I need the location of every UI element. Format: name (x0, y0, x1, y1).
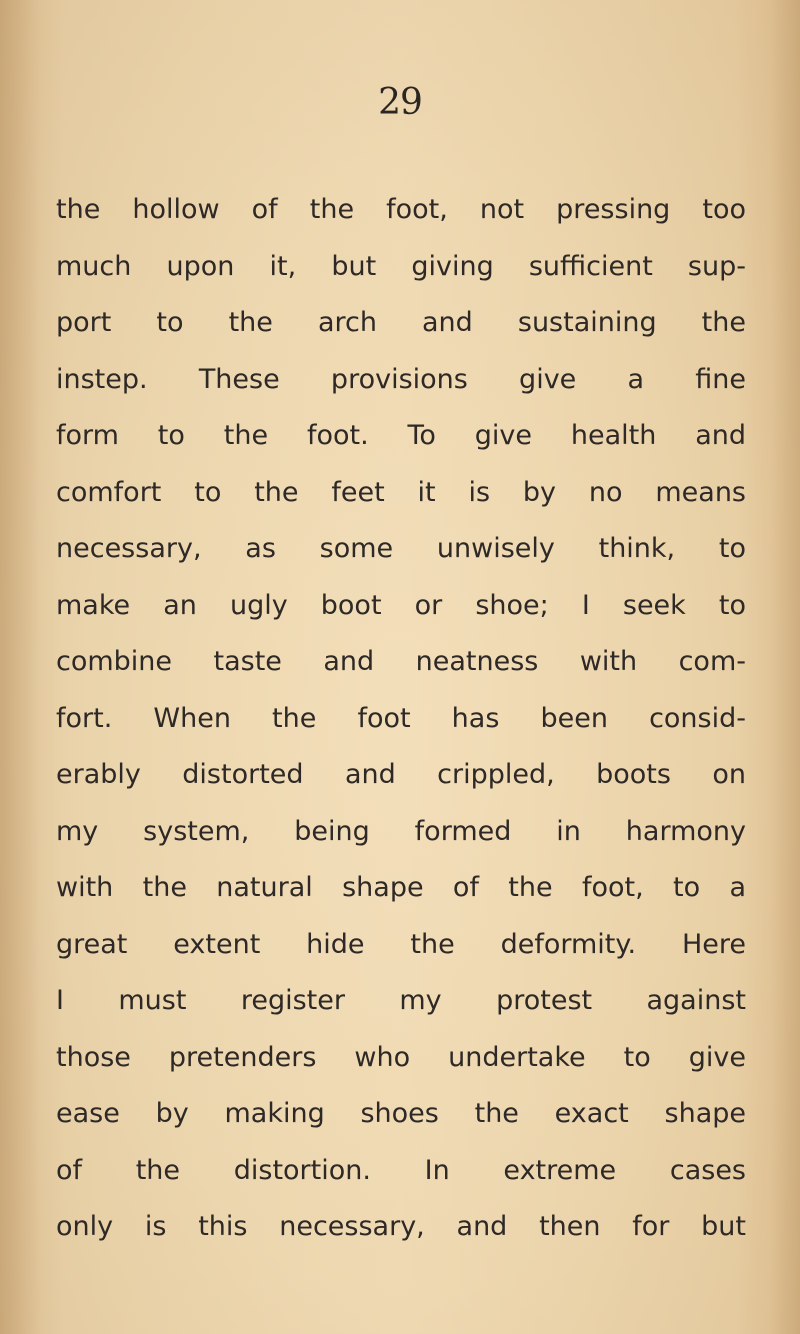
text-line: ease by making shoes the exact shape (56, 1098, 746, 1129)
text-line: comfort to the feet it is by no means (56, 476, 746, 508)
text-line: only is this necessary, and then for but (56, 1211, 746, 1242)
text-line: of the distortion. In extreme cases (56, 1154, 746, 1186)
page-edge-shadow-right (770, 0, 800, 1334)
text-line: erably distorted and crippled, boots on (56, 759, 746, 790)
page-number: 29 (378, 82, 422, 123)
text-line: necessary, as some unwisely think, to (56, 533, 746, 564)
body-text (56, 182, 746, 1256)
text-line: with the natural shape of the foot, to a (56, 872, 746, 903)
text-line: my system, being formed in harmony (56, 815, 746, 847)
text-line: much upon it, but giving sufficient sup- (56, 250, 746, 282)
text-line: make an ugly boot or shoe; I seek to (56, 589, 746, 621)
text-line: the hollow of the foot, not pressing too (56, 194, 746, 225)
text-line: instep. These provisions give a fine (56, 363, 746, 395)
text-line: form to the foot. To give health and (56, 420, 746, 451)
text-line: fort. When the foot has been consid- (56, 702, 746, 734)
text-line: combine taste and neatness with com- (56, 646, 746, 677)
text-line: those pretenders who undertake to give (56, 1041, 746, 1073)
page-edge-shadow-left (0, 0, 40, 1334)
text-line: great extent hide the deformity. Here (56, 928, 746, 960)
text-line: port to the arch and sustaining the (56, 307, 746, 338)
text-line: I must register my protest against (56, 985, 746, 1016)
